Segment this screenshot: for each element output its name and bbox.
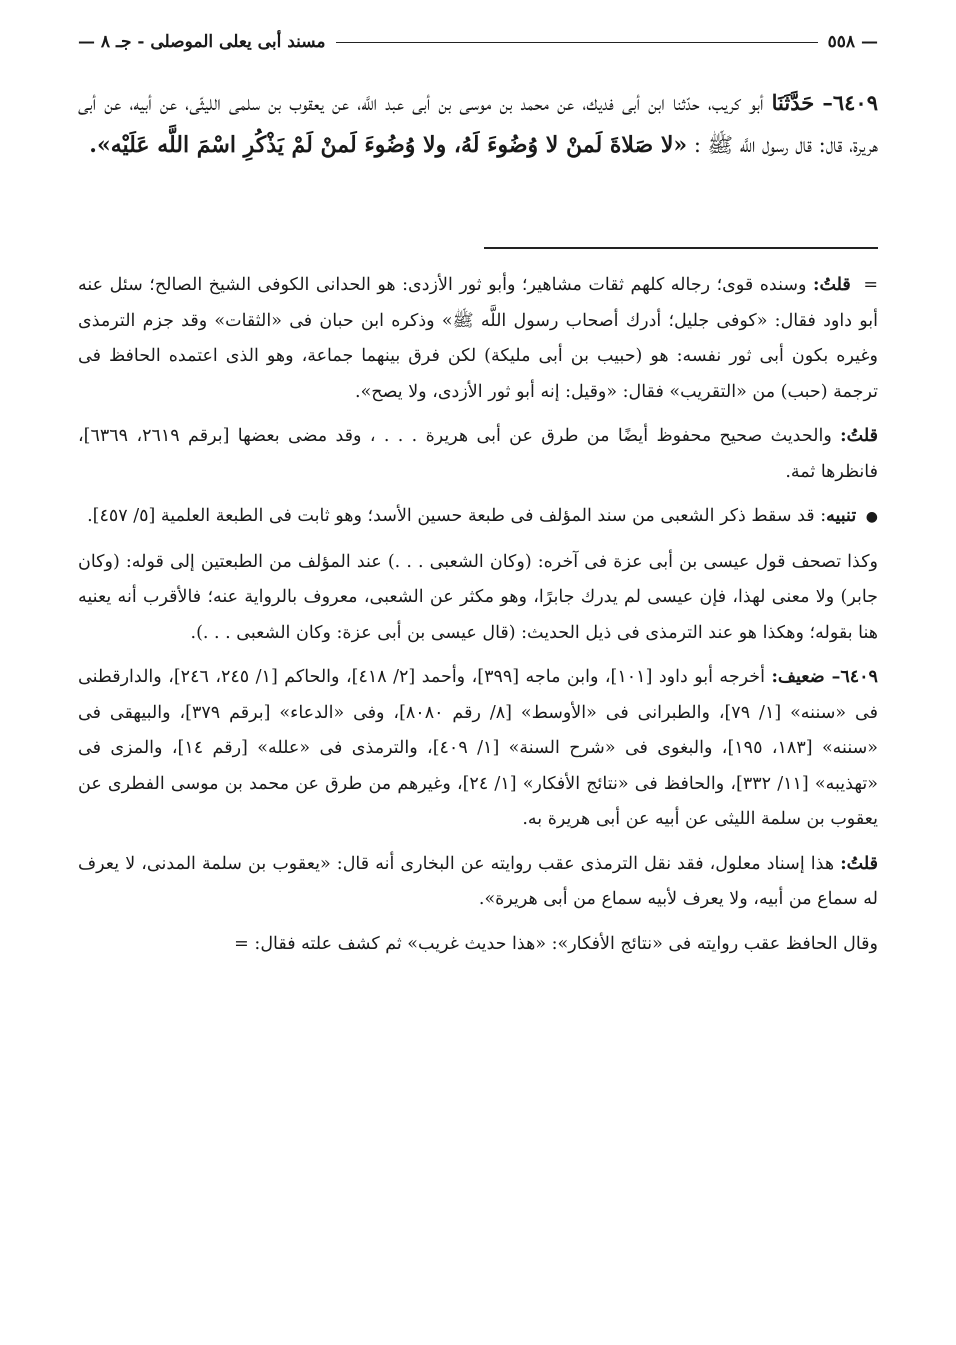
note-takhrij — [78, 660, 878, 838]
note-final — [78, 927, 878, 963]
book-title: مسند أبى يعلى الموصلى - جـ ٨ — — [78, 32, 326, 52]
note-label: قلتُ: — [840, 426, 878, 446]
footnote-separator — [484, 247, 878, 249]
note-text: وسنده قوى؛ رجاله كلهم ثقات مشاهير؛ وأبو ثور الأزدى: هو الحدانى الكوفى الشيخ الصالح؛ سئل عنه أبو داود فقال: «كوفى جليل؛ أدرك أصحاب رسول اللَّه ﷺ» وذكره ابن حبان فى «الثقات» وقد جزم الترمذى وغيره بكون أبى ثور نفسه: هو (حبيب بن أبى مليكة) لكن فرق بينهما جماعة، وهو الذى اعتمده الحافظ فى ترجمة (حبب) من «التقريب» فقال: «وقيل: إنه أبو ثور الأزدى، ولا يصح». — [78, 275, 878, 402]
note-tashif — [78, 545, 878, 652]
hadith-matn: «لا صَلاةَ لَمنْ لا وُضُوءَ لَهُ، ولا وُضُوءَ لَمنْ لَمْ يَذْكُرِ اسْمَ اللَّه عَلَيْه». — [89, 132, 688, 158]
hadith-number: ٦٤٠٩ — [832, 90, 878, 115]
continuation-marker: = — [234, 933, 249, 954]
note-text: هذا إسناد معلول، فقد نقل الترمذى عقب روايته عن البخارى أنه قال: «يعقوب بن سلمة المدنى، لا يعرف له سماع من أبيه، ولا يعرف لأبيه سماع من أبى هريرة». — [78, 853, 878, 909]
hadith-isnad: أبو كريب، حدّثنا ابن أبى فديك، عن محمد بن موسى بن أبى عبد اللَّه، عن يعقوب بن سلمى الليثّى، عن أبيه، عن أبى هريرة، قال: قال رسول اللَّه ﷺ : — [78, 91, 878, 157]
note-text: أخرجه أبو داود [١٠١]، وابن ماجه [٣٩٩]، وأحمد [٢/ ٤١٨]، والحاكم [١/ ٢٤٥، ٢٤٦]، والدارقطنى فى «سننه» [١/ ٧٩]، والطبرانى فى «الأوسط» [٨/ رقم ٨٠٨٠]، وفى «الدعاء» [برقم ٣٧٩]، والبيهقى فى «سننه» [١٨٣، ١٩٥]، والبغوى فى «شرح السنة» [١/ ٤٠٩]، والترمذى فى «علله» [رقم ١٤]، والمزى فى «تهذيبه» [١١/ ٣٣٢]، والحافظ فى «نتائج الأفكار» [١/ ٢٤]، وغيرهم من طرق عن محمد بن موسى الفطرى عن يعقوب بن سلمة الليثى عن أبيه عن أبى هريرة به. — [78, 667, 878, 829]
continuation-marker: = — [863, 275, 878, 295]
page-header — [78, 30, 878, 54]
note-text: وقال الحافظ عقب روايته فى «نتائج الأفكار»: «هذا حديث غريب» ثم كشف علته فقال: — [254, 933, 878, 954]
note-tanbih — [78, 499, 878, 536]
note-qultu-2 — [78, 419, 878, 490]
note-qultu-1 — [78, 268, 878, 410]
note-label: قلتُ: — [813, 275, 851, 295]
header-rule — [336, 42, 818, 43]
bullet-icon: ● — [865, 509, 878, 525]
footnotes — [78, 268, 878, 971]
note-qultu-3 — [78, 847, 878, 918]
hadith-tahdith: حَدَّثَنَا — [771, 90, 815, 115]
page-number: — ٥٥٨ — [827, 32, 878, 52]
note-text: وكذا تصحف قول عيسى بن أبى عزة فى آخره: (وكان الشعبى . . .) عند المؤلف من الطبعتين إلى قوله: (وكان جابر) ولا معنى لهذا، فإن عيسى لم يدرك جابرًا، وهو مكثر عن الشعبى، معروف بالرواية عنه؛ فالأقرب أنه يعنيه هنا بقوله؛ وهكذا هو عند الترمذى فى ذيل الحديث: (قال عيسى بن أبى عزة: وكان الشعبى . . .). — [78, 551, 878, 643]
note-text: والحديث صحيح محفوظ أيضًا من طرق عن أبى هريرة . . . ، وقد مضى بعضها [برقم ٢٦١٩، ٦٣٦٩]، فانظرها ثمة. — [78, 426, 878, 482]
note-label: قلتُ: — [840, 853, 878, 874]
note-label: تنبيه — [826, 506, 857, 526]
note-text: : قد سقط ذكر الشعبى من سند المؤلف فى طبعة حسين الأسد؛ وهو ثابت فى الطبعة العلمية [٥/ ٤٥٧]. — [87, 506, 827, 526]
hadith-text: ٦٤٠٩– حَدَّثَنَا أبو كريب، حدّثنا ابن أبى فديك، عن محمد بن موسى بن أبى عبد اللَّه، عن يعقوب بن سلمى الليثّى، عن أبيه، عن أبى هريرة، قال: قال رسول اللَّه ﷺ : «لا صَلاةَ لَمنْ لا وُضُوءَ لَهُ، ولا وُضُوءَ لَمنْ لَمْ يَذْكُرِ اسْمَ اللَّه عَلَيْه». — [78, 90, 878, 158]
note-label: ٦٤٠٩– ضعيف: — [771, 667, 878, 687]
